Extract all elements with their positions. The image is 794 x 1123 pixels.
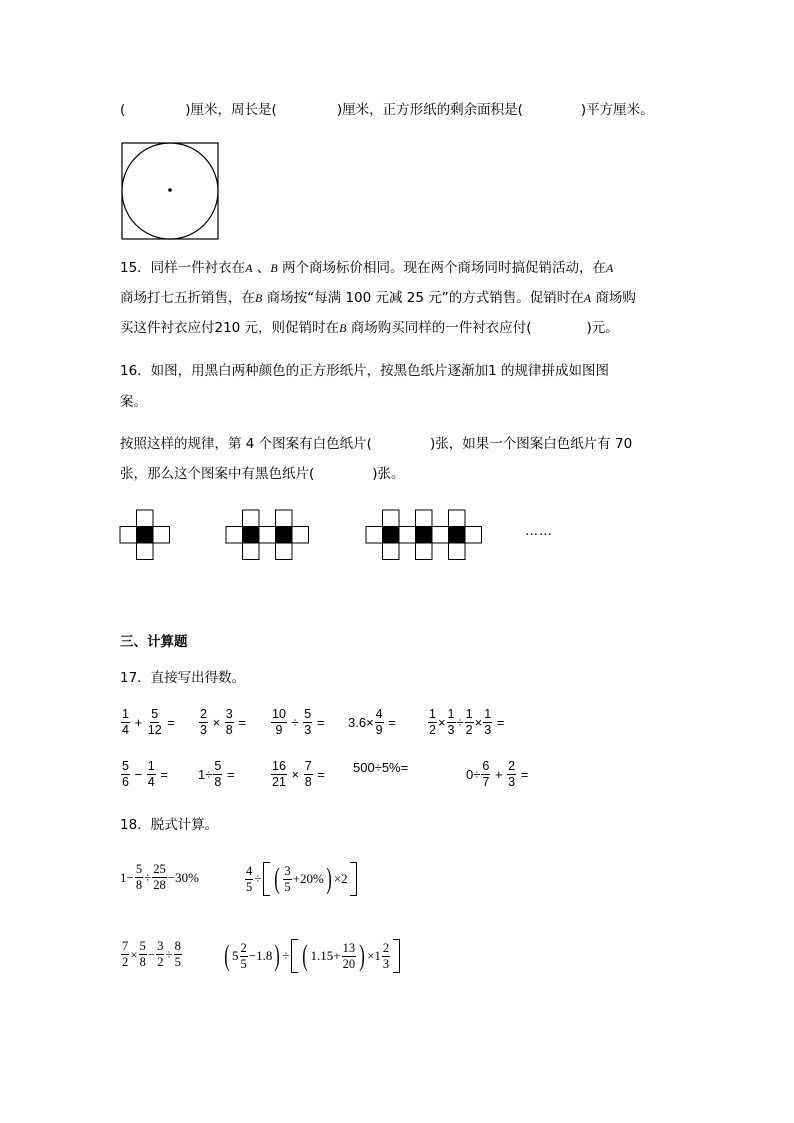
denominator: 2 [465, 723, 473, 737]
oral-calc-item [466, 760, 528, 789]
denominator: 9 [275, 723, 283, 737]
q16-text: 按照这样的规律，第 4 个图案有白色纸片( [120, 436, 372, 452]
oral-calc-item [120, 708, 175, 737]
q15-text: 两个商场标价相同。现在两个商场同时搞促销活动，在 [277, 260, 606, 276]
expr-text: + [130, 715, 146, 730]
white-tile [137, 543, 154, 560]
fraction [447, 708, 456, 737]
numerator: 10 [272, 707, 286, 721]
white-tile [399, 527, 416, 544]
white-tile [449, 510, 466, 527]
q17-title: 17．直接写出得数。 [120, 670, 246, 686]
expr-text: × [437, 715, 446, 730]
numerator: 1 [147, 759, 155, 773]
store-a-label: A [245, 261, 253, 275]
black-tile [137, 527, 154, 544]
denominator: 8 [135, 878, 143, 892]
numerator: 1 [465, 707, 473, 721]
q15-text: 买这件衬衣应付210 元，则促销时在 [120, 320, 340, 336]
fraction [465, 708, 474, 737]
expr-text: − [147, 946, 156, 962]
numerator: 2 [382, 940, 390, 955]
numerator: 8 [174, 939, 181, 953]
black-tile [243, 527, 260, 544]
tile-patterns-figure [118, 508, 518, 564]
white-tile [276, 510, 293, 527]
fraction [271, 760, 287, 789]
left-square-bracket [263, 862, 270, 896]
expr-text: = [384, 715, 396, 730]
denominator: 3 [304, 723, 312, 737]
q18-expression-1 [120, 863, 199, 892]
tile-pattern-1 [120, 510, 170, 560]
fraction [304, 760, 313, 789]
fraction [147, 708, 163, 737]
white-tile [276, 543, 293, 560]
circle-in-square-figure [121, 142, 219, 240]
tile-pattern-3 [366, 510, 482, 560]
denominator: 9 [375, 723, 383, 737]
q15-text: 商场购 [591, 290, 636, 306]
numerator: 4 [375, 707, 383, 721]
fraction [240, 942, 248, 971]
numerator: 3 [284, 863, 291, 878]
expr-text: 3.6× [348, 715, 374, 730]
denominator: 8 [139, 955, 146, 969]
fraction [121, 708, 130, 737]
q18-expression-3 [120, 940, 183, 969]
right-paren: ) [274, 939, 281, 972]
numerator: 1 [484, 707, 492, 721]
denominator: 2 [157, 955, 164, 969]
white-tile [120, 527, 137, 544]
expr-text: = [313, 715, 325, 730]
left-paren: ( [302, 939, 309, 972]
left-paren: ( [274, 862, 281, 895]
numerator: 16 [272, 759, 286, 773]
expr-text: 5 [232, 948, 239, 963]
q15-text: 15．同样一件衬衣在 [120, 260, 246, 276]
denominator: 6 [122, 775, 129, 789]
expr-text: 1.15+ [310, 948, 341, 963]
fraction [139, 940, 147, 969]
numerator: 3 [157, 939, 164, 953]
q14-text-1: ( [120, 102, 126, 118]
white-tile [153, 527, 170, 544]
fraction [121, 760, 130, 789]
fraction [283, 865, 291, 894]
q15-text: 商场购买同样的一件衬衣应付( [346, 320, 532, 336]
black-tile [416, 527, 433, 544]
denominator: 7 [482, 775, 490, 789]
white-tile [259, 527, 276, 544]
numerator: 2 [508, 759, 516, 773]
oral-calc-item [270, 760, 325, 789]
oral-calc-item [120, 760, 168, 789]
store-a-label: A [605, 261, 614, 275]
q16-line-2: 案。 [120, 394, 147, 410]
q15-text: )元。 [586, 320, 619, 336]
oral-calc-item [427, 708, 504, 737]
white-tile [366, 527, 383, 544]
numerator: 7 [304, 759, 312, 773]
numerator: 3 [225, 707, 233, 721]
right-paren: ) [326, 862, 332, 895]
expr-text: ÷ [144, 869, 152, 885]
expr-text: 500÷5%= [353, 760, 409, 775]
black-tile [276, 527, 293, 544]
expr-text: ÷ [282, 948, 290, 963]
q15-sep: 、 [252, 260, 271, 276]
denominator: 28 [153, 878, 166, 892]
fraction [303, 708, 312, 737]
fraction [213, 760, 222, 789]
q15-line-3 [120, 318, 619, 338]
fraction [152, 863, 167, 892]
fraction [375, 708, 384, 737]
expr-text: = [163, 715, 175, 730]
fraction [481, 760, 490, 789]
fraction [342, 942, 357, 971]
fraction [245, 865, 253, 894]
left-square-bracket [291, 939, 298, 973]
white-tile [226, 527, 243, 544]
right-paren: ) [359, 939, 365, 972]
q16-text: )张。 [372, 466, 405, 482]
expr-text: × [208, 715, 224, 730]
q16-line-3 [120, 434, 632, 454]
expr-text: −30% [167, 869, 199, 885]
expr-text: +20% [292, 871, 324, 886]
ellipsis: …… [525, 524, 553, 539]
denominator: 20 [342, 956, 356, 971]
section-heading: 三、计算题 [120, 634, 188, 650]
numerator: 25 [153, 862, 166, 876]
numerator: 13 [342, 940, 356, 955]
denominator: 2 [122, 955, 129, 969]
q14-text-3: )厘米，正方形纸的剩余面积是( [336, 102, 523, 118]
black-tile [383, 527, 400, 544]
store-b-label: B [270, 261, 278, 275]
denominator: 3 [382, 956, 390, 971]
expr-text: ×2 [333, 871, 348, 886]
denominator: 5 [246, 879, 253, 894]
expr-text: −1.8 [248, 948, 273, 963]
white-tile [292, 527, 309, 544]
denominator: 3 [200, 723, 207, 737]
fraction [174, 940, 182, 969]
white-tile [465, 527, 482, 544]
white-tile [416, 510, 433, 527]
denominator: 5 [284, 879, 291, 894]
expr-text: ÷ [254, 871, 262, 886]
q15-line-2 [120, 288, 636, 308]
numerator: 2 [240, 940, 247, 955]
white-tile [137, 510, 154, 527]
oral-calc-item [348, 708, 396, 737]
expr-text: 0÷ [466, 767, 481, 782]
right-square-bracket [350, 862, 357, 896]
numerator: 1 [447, 707, 455, 721]
white-tile [243, 543, 260, 560]
expr-text: ÷ [456, 715, 464, 730]
denominator: 21 [272, 775, 286, 789]
tile-pattern-2 [226, 510, 309, 560]
q18-expression-2 [244, 862, 359, 896]
expr-text: = [517, 767, 529, 782]
expr-text: 1÷ [198, 767, 213, 782]
fraction [428, 708, 437, 737]
q15-line-1 [120, 258, 613, 278]
fraction [507, 760, 516, 789]
fraction [147, 760, 156, 789]
expr-text: ÷ [287, 715, 303, 730]
fraction [156, 940, 164, 969]
expr-text: ×1 [367, 948, 381, 963]
numerator: 4 [246, 863, 253, 878]
denominator: 8 [214, 775, 222, 789]
store-b-label: B [339, 321, 347, 335]
expr-text: 1− [120, 869, 134, 885]
oral-calc-item [270, 708, 324, 737]
denominator: 3 [508, 775, 516, 789]
numerator: 6 [482, 759, 490, 773]
q14-text-4: )平方厘米。 [580, 102, 654, 118]
fraction [271, 708, 287, 737]
numerator: 5 [214, 759, 222, 773]
numerator: 1 [429, 707, 436, 721]
numerator: 2 [200, 707, 207, 721]
expr-text: = [156, 767, 168, 782]
q16-text: )张，如果一个图案白色纸片有 70 [429, 436, 633, 452]
oral-calc-item [198, 760, 235, 789]
expr-text: = [493, 715, 505, 730]
numerator: 1 [122, 707, 129, 721]
denominator: 3 [484, 723, 492, 737]
expr-text: = [313, 767, 325, 782]
white-tile [243, 510, 260, 527]
numerator: 5 [304, 707, 312, 721]
expr-text: = [223, 767, 235, 782]
q18-title: 18．脱式计算。 [120, 817, 219, 833]
oral-calc-item [198, 708, 246, 737]
fraction [199, 708, 208, 737]
q15-text: 商场按“每满 100 元减 25 元”的方式销售。促销时在 [262, 290, 584, 306]
left-paren: ( [224, 939, 230, 972]
right-square-bracket [393, 939, 400, 973]
store-a-label: A [583, 291, 592, 305]
denominator: 4 [147, 775, 155, 789]
white-tile [449, 543, 466, 560]
numerator: 7 [122, 939, 129, 953]
q16-line-1: 16．如图，用黑白两种颜色的正方形纸片，按黑色纸片逐渐加1 的规律拼成如图图 [120, 363, 610, 379]
denominator: 5 [240, 956, 247, 971]
q15-text: 商场打七五折销售，在 [120, 290, 255, 306]
store-b-label: B [255, 291, 263, 305]
q18-expression-4 [222, 939, 402, 973]
q16-text: 张，那么这个图案中有黑色纸片( [120, 466, 315, 482]
circle-center-dot [168, 188, 172, 192]
fraction [225, 708, 234, 737]
expr-text: × [130, 946, 138, 962]
fraction [483, 708, 492, 737]
denominator: 4 [122, 723, 129, 737]
white-tile [383, 543, 400, 560]
denominator: 3 [447, 723, 455, 737]
white-tile [432, 527, 449, 544]
expr-text: − [130, 767, 146, 782]
denominator: 5 [174, 955, 181, 969]
oral-calc-item [353, 760, 408, 775]
expr-text: = [234, 715, 246, 730]
numerator: 5 [135, 862, 143, 876]
fraction [135, 863, 143, 892]
denominator: 8 [225, 723, 233, 737]
q14-tail-line [120, 100, 654, 120]
white-tile [416, 543, 433, 560]
expr-text: × [474, 715, 483, 730]
q16-line-4 [120, 464, 405, 484]
expr-text: × [287, 767, 303, 782]
fraction [382, 942, 390, 971]
white-tile [383, 510, 400, 527]
black-tile [449, 527, 466, 544]
numerator: 5 [139, 939, 146, 953]
denominator: 12 [147, 723, 162, 737]
expr-text: + [491, 767, 507, 782]
fraction [121, 940, 129, 969]
q14-text-2: )厘米，周长是( [185, 102, 277, 118]
expr-text: ÷ [165, 946, 173, 962]
denominator: 2 [429, 723, 436, 737]
numerator: 5 [122, 759, 129, 773]
numerator: 5 [151, 707, 159, 721]
denominator: 8 [304, 775, 312, 789]
